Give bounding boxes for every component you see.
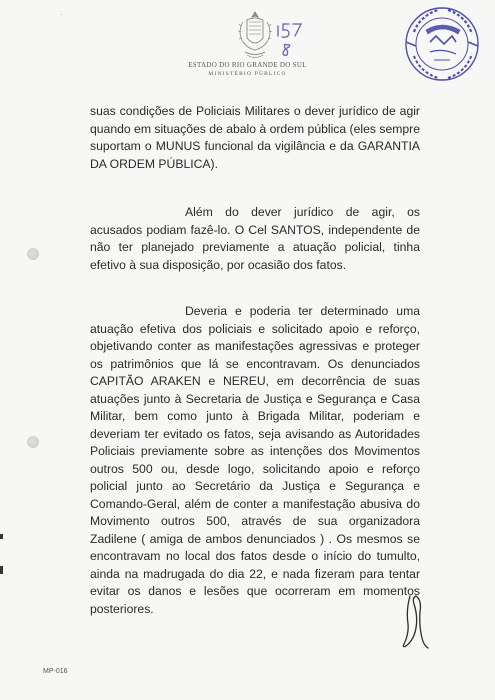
scan-mark: · bbox=[60, 10, 63, 19]
body-paragraph-1: suas condições de Policiais Militares o dever jurídico de agir quando em situações de abalo à ordem pública (eles sempre suportam o MUNUS funcional da vigilância e da GARANTIA DA ORDEM PÚBLICA). bbox=[90, 104, 420, 171]
form-code-label: MP-016 bbox=[43, 668, 68, 675]
handwritten-folio-number bbox=[275, 18, 315, 58]
body-paragraph-3: Deveria e poderia ter determinado uma atuação efetiva dos policiais e solicitado apoio e reforço, objetivando conter as manifestações agressivas e proteger os patrimônios que lá se encontravam. Os denunciados CAPITÃO ARAKEN e NEREU, em decorrência de suas atuações junto à Secretaria de Justiça e Segurança e Casa Militar, bem como junto à Brigada Militar, poderiam e deveriam ter evitado os fatos, seja avisando as Autoridades Policiais previamente sobre as intenções dos Movimentos outros 500 ou, desde logo, solicitando apoio e reforço policial junto ao Secretário da Justiça e Segurança e Comando-Geral, além de conter a manifestação abusiva do Movimento outros 500, através de sua organizadora Zadilene ( amiga de ambos denunciados ) . Os mesmos se encontravam no local dos fatos desde o início do tumulto, ainda na madrugada do dia 22, e nada fizeram para tentar evitar os danos e lesões que ocorreram em momentos posteriores. bbox=[90, 304, 420, 616]
punch-hole bbox=[27, 436, 39, 448]
handwritten-signature bbox=[392, 590, 432, 652]
page-edge-mark bbox=[0, 566, 3, 574]
header-office-name: MINISTÉRIO PÚBLICO bbox=[208, 71, 287, 77]
state-coat-of-arms-icon bbox=[233, 8, 277, 64]
header-state-name: ESTADO DO RIO GRANDE DO SUL bbox=[188, 61, 307, 69]
punch-hole bbox=[27, 248, 39, 260]
page-edge-mark bbox=[0, 534, 3, 539]
body-paragraph-2: Além do dever jurídico de agir, os acusados podiam fazê-lo. O Cel SANTOS, independente de não ter planejado previamente a atuação policial, tinha efetivo à sua disposição, por ocasião dos fatos. bbox=[90, 205, 420, 272]
